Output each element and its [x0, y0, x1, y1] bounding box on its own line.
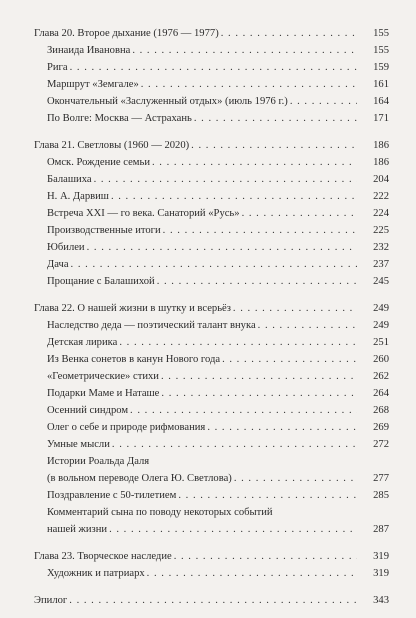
toc-entry[interactable]: [47, 241, 416, 254]
toc-entry-title: Олег о себе и природе рифмования: [47, 422, 206, 433]
toc-entry-title: «Геометрические» стихи: [47, 371, 159, 382]
toc-page-number: 224: [373, 208, 389, 219]
toc-entry-title: По Волге: Москва — Астрахань: [47, 113, 192, 124]
leader-dots: [163, 224, 357, 237]
toc-chapter-20[interactable]: [34, 27, 416, 40]
toc-page-number: 237: [373, 259, 389, 270]
toc-entry[interactable]: [47, 275, 416, 288]
toc-page-number: 161: [373, 79, 389, 90]
toc-entry-title: Глава 23. Творческое наследие: [34, 551, 172, 562]
toc-page-number: 232: [373, 242, 389, 253]
leader-dots: [87, 241, 357, 254]
toc-entry[interactable]: [47, 404, 416, 417]
toc-entry-title: Из Венка сонетов в канун Нового года: [47, 354, 221, 365]
leader-dots: [132, 44, 357, 57]
toc-page-number: 319: [373, 551, 389, 562]
toc-entry-title: Производственные итоги: [47, 225, 161, 236]
leader-dots: [70, 61, 357, 74]
leader-dots: [161, 370, 357, 383]
toc-page-number: 159: [373, 62, 389, 73]
toc-page-number: 249: [373, 303, 389, 314]
leader-dots: [152, 156, 357, 169]
toc-entry[interactable]: [47, 44, 416, 57]
toc-entry[interactable]: [47, 353, 416, 366]
toc-page-number: 287: [373, 524, 389, 535]
toc-page-number: 186: [373, 157, 389, 168]
toc-entry-title: Детская лирика: [47, 337, 118, 348]
toc-page-number: 264: [373, 388, 389, 399]
toc-entry[interactable]: [47, 421, 416, 434]
toc-chapter-23[interactable]: [34, 550, 416, 563]
toc-entry-title-line[interactable]: Комментарий сына по поводу некоторых событий: [47, 507, 273, 518]
toc-page-number: 319: [373, 568, 389, 579]
toc-page-number: 262: [373, 371, 389, 382]
leader-dots: [242, 207, 357, 220]
leader-dots: [290, 95, 357, 108]
toc-page-number: 171: [373, 113, 389, 124]
leader-dots: [207, 421, 357, 434]
leader-dots: [130, 404, 357, 417]
toc-entry-title: Дача: [47, 259, 69, 270]
toc-page-number: 155: [373, 45, 389, 56]
leader-dots: [174, 550, 357, 563]
toc-entry-title: нашей жизни: [47, 524, 108, 535]
leader-dots: [221, 27, 357, 40]
leader-dots: [233, 302, 357, 315]
toc-entry-title: Балашиха: [47, 174, 92, 185]
toc-page-number: 204: [373, 174, 389, 185]
toc-chapter-21[interactable]: [34, 139, 416, 152]
toc-entry-title: Умные мысли: [47, 439, 110, 450]
toc-page-number: 225: [373, 225, 389, 236]
leader-dots: [94, 173, 357, 186]
toc-entry-title: Омск. Рождение семьи: [47, 157, 150, 168]
toc-entry[interactable]: [47, 224, 416, 237]
toc-entry[interactable]: [47, 489, 416, 502]
toc-entry-title: Прощание с Балашихой: [47, 276, 155, 287]
toc-chapter-22[interactable]: [34, 302, 416, 315]
leader-dots: [112, 438, 357, 451]
toc-entry[interactable]: [47, 472, 416, 485]
toc-entry[interactable]: [47, 567, 416, 580]
toc-entry[interactable]: [47, 190, 416, 203]
toc-epilogue[interactable]: [34, 594, 416, 607]
leader-dots: [161, 387, 357, 400]
leader-dots: [234, 472, 357, 485]
toc-page-number: 260: [373, 354, 389, 365]
leader-dots: [71, 258, 357, 271]
toc-entry-title: Глава 20. Второе дыхание (1976 — 1977): [34, 28, 219, 39]
toc-entry-title: Встреча XXI — го века. Санаторий «Русь»: [47, 208, 240, 219]
toc-entry[interactable]: [47, 61, 416, 74]
toc-entry[interactable]: [47, 112, 416, 125]
toc-entry[interactable]: [47, 207, 416, 220]
toc-page-number: 155: [373, 28, 389, 39]
leader-dots: [178, 489, 357, 502]
leader-dots: [194, 112, 357, 125]
toc-entry[interactable]: [47, 387, 416, 400]
toc-page-number: 186: [373, 140, 389, 151]
toc-entry[interactable]: [47, 173, 416, 186]
toc-entry[interactable]: [47, 370, 416, 383]
leader-dots: [119, 336, 357, 349]
toc-entry[interactable]: [47, 95, 416, 108]
toc-entry-title: Глава 22. О нашей жизни в шутку и всерьёз: [34, 303, 231, 314]
toc-page-number: 268: [373, 405, 389, 416]
toc-entry-title: Юбилеи: [47, 242, 85, 253]
toc-entry-title: Рига: [47, 62, 68, 73]
toc-entry-title: Окончательный «Заслуженный отдых» (июль 1976 г.): [47, 96, 288, 107]
toc-entry-title: Художник и патриарх: [47, 568, 145, 579]
toc-entry-title: Осенний синдром: [47, 405, 129, 416]
leader-dots: [141, 78, 357, 91]
toc-page-number: 245: [373, 276, 389, 287]
toc-entry-title: Наследство деда — поэтический талант внука: [47, 320, 256, 331]
toc-page-number: 285: [373, 490, 389, 501]
leader-dots: [157, 275, 357, 288]
toc-entry-title: Н. А. Дарвиш: [47, 191, 109, 202]
leader-dots: [147, 567, 357, 580]
toc-entry[interactable]: [47, 156, 416, 169]
toc-page-number: 343: [373, 595, 389, 606]
toc-entry[interactable]: [47, 336, 416, 349]
toc-page-number: 222: [373, 191, 389, 202]
toc-page-number: 251: [373, 337, 389, 348]
toc-entry-title: Эпилог: [34, 595, 68, 606]
toc-entry[interactable]: [47, 258, 416, 271]
toc-page-number: 249: [373, 320, 389, 331]
toc-entry-title: Поздравление с 50-тилетием: [47, 490, 177, 501]
toc-page-number: 272: [373, 439, 389, 450]
toc-entry[interactable]: [47, 319, 416, 332]
toc-entry-title: Маршрут «Земгале»: [47, 79, 139, 90]
toc-entry-title: Подарки Маме и Наташе: [47, 388, 160, 399]
leader-dots: [109, 523, 357, 536]
toc-entry[interactable]: [47, 523, 416, 536]
toc-entry-title: Зинаида Ивановна: [47, 45, 131, 56]
leader-dots: [222, 353, 357, 366]
toc-entry[interactable]: [47, 438, 416, 451]
toc-page-number: 269: [373, 422, 389, 433]
toc-entry-title: (в вольном переводе Олега Ю. Светлова): [47, 473, 232, 484]
toc-entry[interactable]: [47, 78, 416, 91]
leader-dots: [191, 139, 357, 152]
leader-dots: [111, 190, 357, 203]
leader-dots: [69, 594, 357, 607]
toc-entry-title: Глава 21. Светловы (1960 — 2020): [34, 140, 190, 151]
toc-page-number: 164: [373, 96, 389, 107]
leader-dots: [258, 319, 357, 332]
toc-page-number: 277: [373, 473, 389, 484]
toc-entry-title-line[interactable]: Истории Роальда Даля: [47, 456, 150, 467]
